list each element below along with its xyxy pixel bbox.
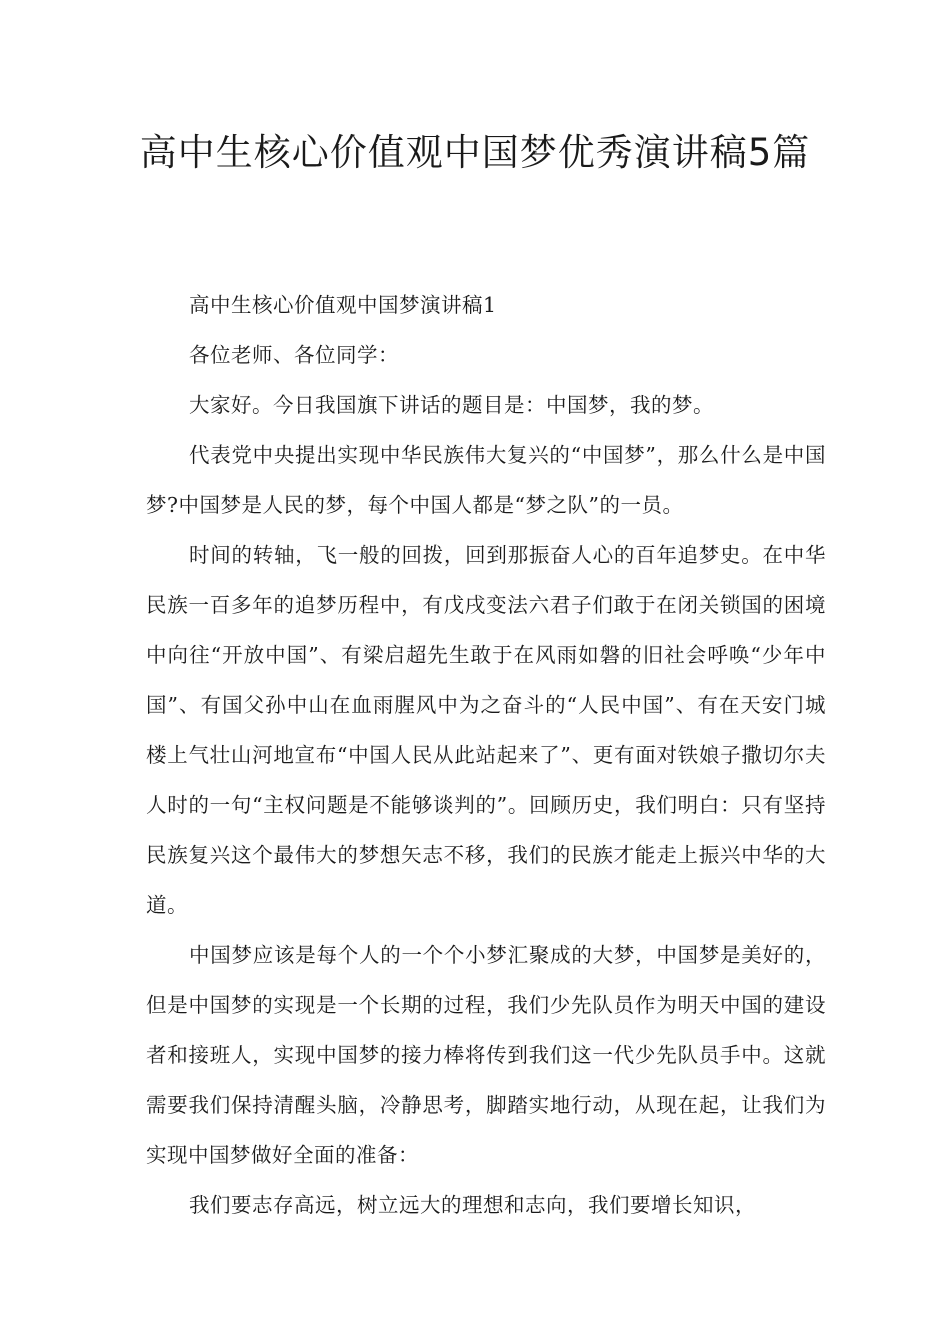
document-body bbox=[146, 280, 826, 1230]
body-paragraph: 我们要志存高远，树立远大的理想和志向，我们要增长知识， bbox=[189, 1193, 757, 1217]
speech-heading: 高中生核心价值观中国梦演讲稿1 bbox=[189, 293, 497, 317]
document-title: 高中生核心价值观中国梦优秀演讲稿5篇 bbox=[139, 131, 811, 174]
body-paragraph: 中国梦应该是每个人的一个个小梦汇聚成的大梦，中国梦是美好的，但是中国梦的实现是一个长期的过程，我们少先队员作为明天中国的建设者和接班人，实现中国梦的接力棒将传到我们这一代少先队员手中。这就需要我们保持清醒头脑，冷静思考，脚踏实地行动，从现在起，让我们为实现中国梦做好全面的准备： bbox=[146, 943, 826, 1167]
body-paragraph: 代表党中央提出实现中华民族伟大复兴的“中国梦”，那么什么是中国梦?中国梦是人民的梦，每个中国人都是“梦之队”的一员。 bbox=[146, 443, 826, 517]
body-paragraph: 大家好。今日我国旗下讲话的题目是：中国梦，我的梦。 bbox=[189, 393, 715, 417]
salutation: 各位老师、各位同学： bbox=[189, 343, 400, 367]
body-paragraph: 时间的转轴，飞一般的回拨，回到那振奋人心的百年追梦史。在中华民族一百多年的追梦历程中，有戊戌变法六君子们敢于在闭关锁国的困境中向往“开放中国”、有梁启超先生敢于在风雨如磐的旧社会呼唤“少年中国”、有国父孙中山在血雨腥风中为之奋斗的“人民中国”、有在天安门城楼上气壮山河地宣布“中国人民从此站起来了”、更有面对铁娘子撒切尔夫人时的一句“主权问题是不能够谈判的”。回顾历史，我们明白：只有坚持民族复兴这个最伟大的梦想矢志不移，我们的民族才能走上振兴中华的大道。 bbox=[146, 543, 826, 917]
